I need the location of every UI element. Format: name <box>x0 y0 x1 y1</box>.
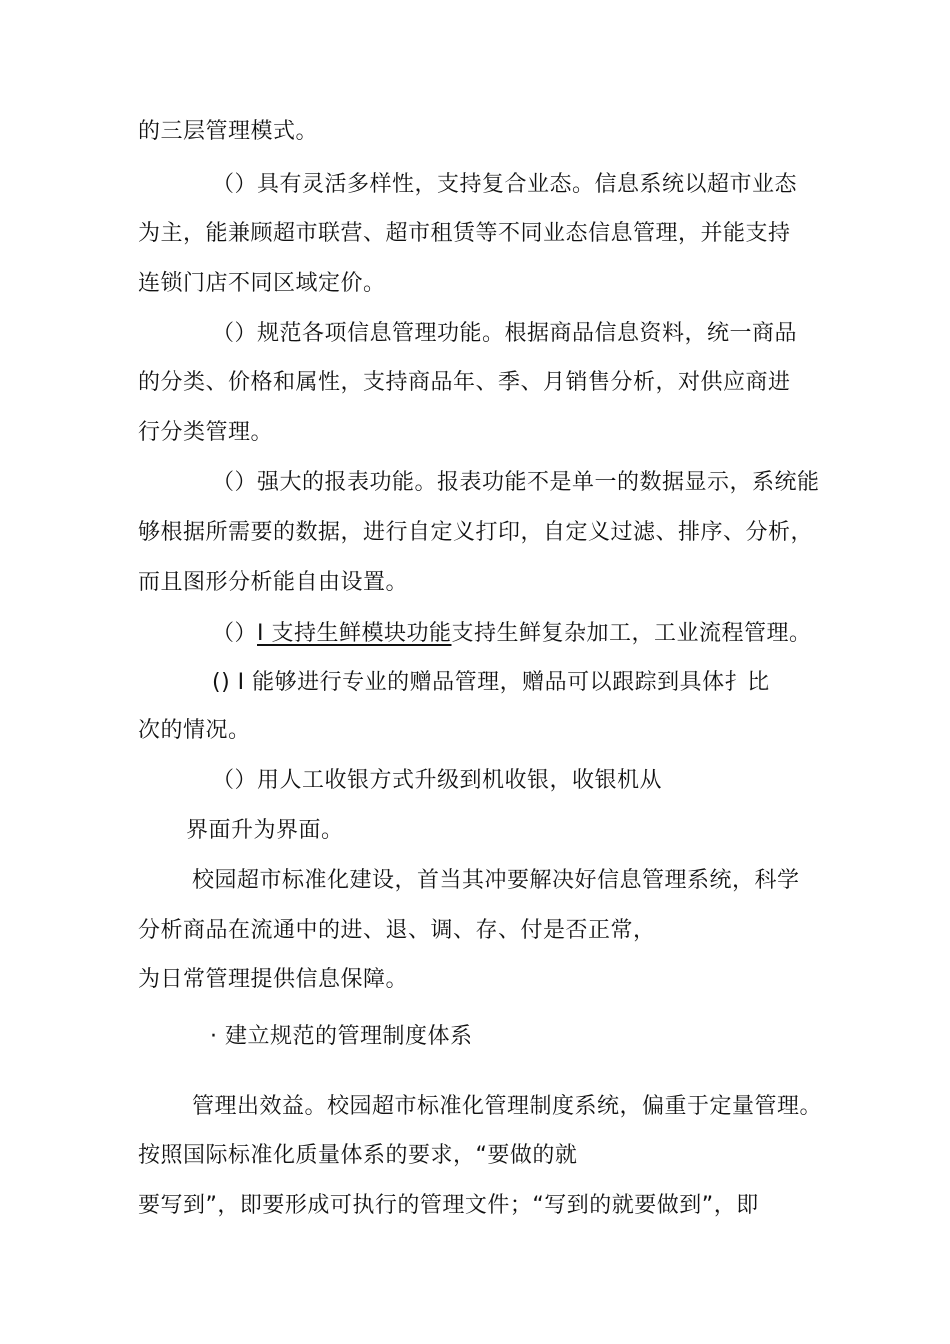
section-heading: · 建立规范的管理制度体系 <box>210 1024 473 1049</box>
text-line: 管理出效益。校园超市标准化管理制度系统，偏重于定量管理。 <box>192 1094 823 1119</box>
text-line: （）具有灵活多样性，支持复合业态。信息系统以超市业态 <box>212 172 798 197</box>
paren-marker: （） <box>212 621 258 646</box>
text-line: （）用人工收银方式升级到机收银，收银机从 <box>212 768 663 793</box>
text-line: 连锁门店不同区域定价。 <box>138 271 386 296</box>
line-text: 支持生鲜复杂加工，工业流程管理。 <box>451 621 812 646</box>
text-line: 要写到”，即要形成可执行的管理文件；“写到的就要做到”，即 <box>138 1193 759 1218</box>
text-line: 次的情况。 <box>138 718 251 743</box>
text-line: 为日常管理提供信息保障。 <box>138 967 409 992</box>
text-line: 界面升为界面。 <box>186 818 344 843</box>
underlined-heading: I 支持生鲜模块功能 <box>257 621 452 646</box>
text-line: 按照国际标准化质量体系的要求，“要做的就 <box>138 1143 578 1168</box>
text-line: 的分类、价格和属性，支持商品年、季、月销售分析，对供应商进 <box>138 370 791 395</box>
text-line <box>212 619 812 649</box>
text-line: 行分类管理。 <box>138 420 274 445</box>
text-line: 而且图形分析能自由设置。 <box>138 570 409 595</box>
text-line: 够根据所需要的数据，进行自定义打印，自定义过滤、排序、分析， <box>138 520 814 545</box>
text-line: () I 能够进行专业的赠品管理，赠品可以跟踪到具体扌比 <box>212 670 770 695</box>
text-line: 为主，能兼顾超市联营、超市租赁等不同业态信息管理，并能支持 <box>138 221 791 246</box>
text-line: （）强大的报表功能。报表功能不是单一的数据显示，系统能 <box>212 470 820 495</box>
text-line: 校园超市标准化建设，首当其冲要解决好信息管理系统，科学 <box>192 868 800 893</box>
text-line: 的三层管理模式。 <box>138 119 319 144</box>
text-line: （）规范各项信息管理功能。根据商品信息资料，统一商品 <box>212 321 798 346</box>
text-line: 分析商品在流通中的进、退、调、存、付是否正常， <box>138 918 656 943</box>
